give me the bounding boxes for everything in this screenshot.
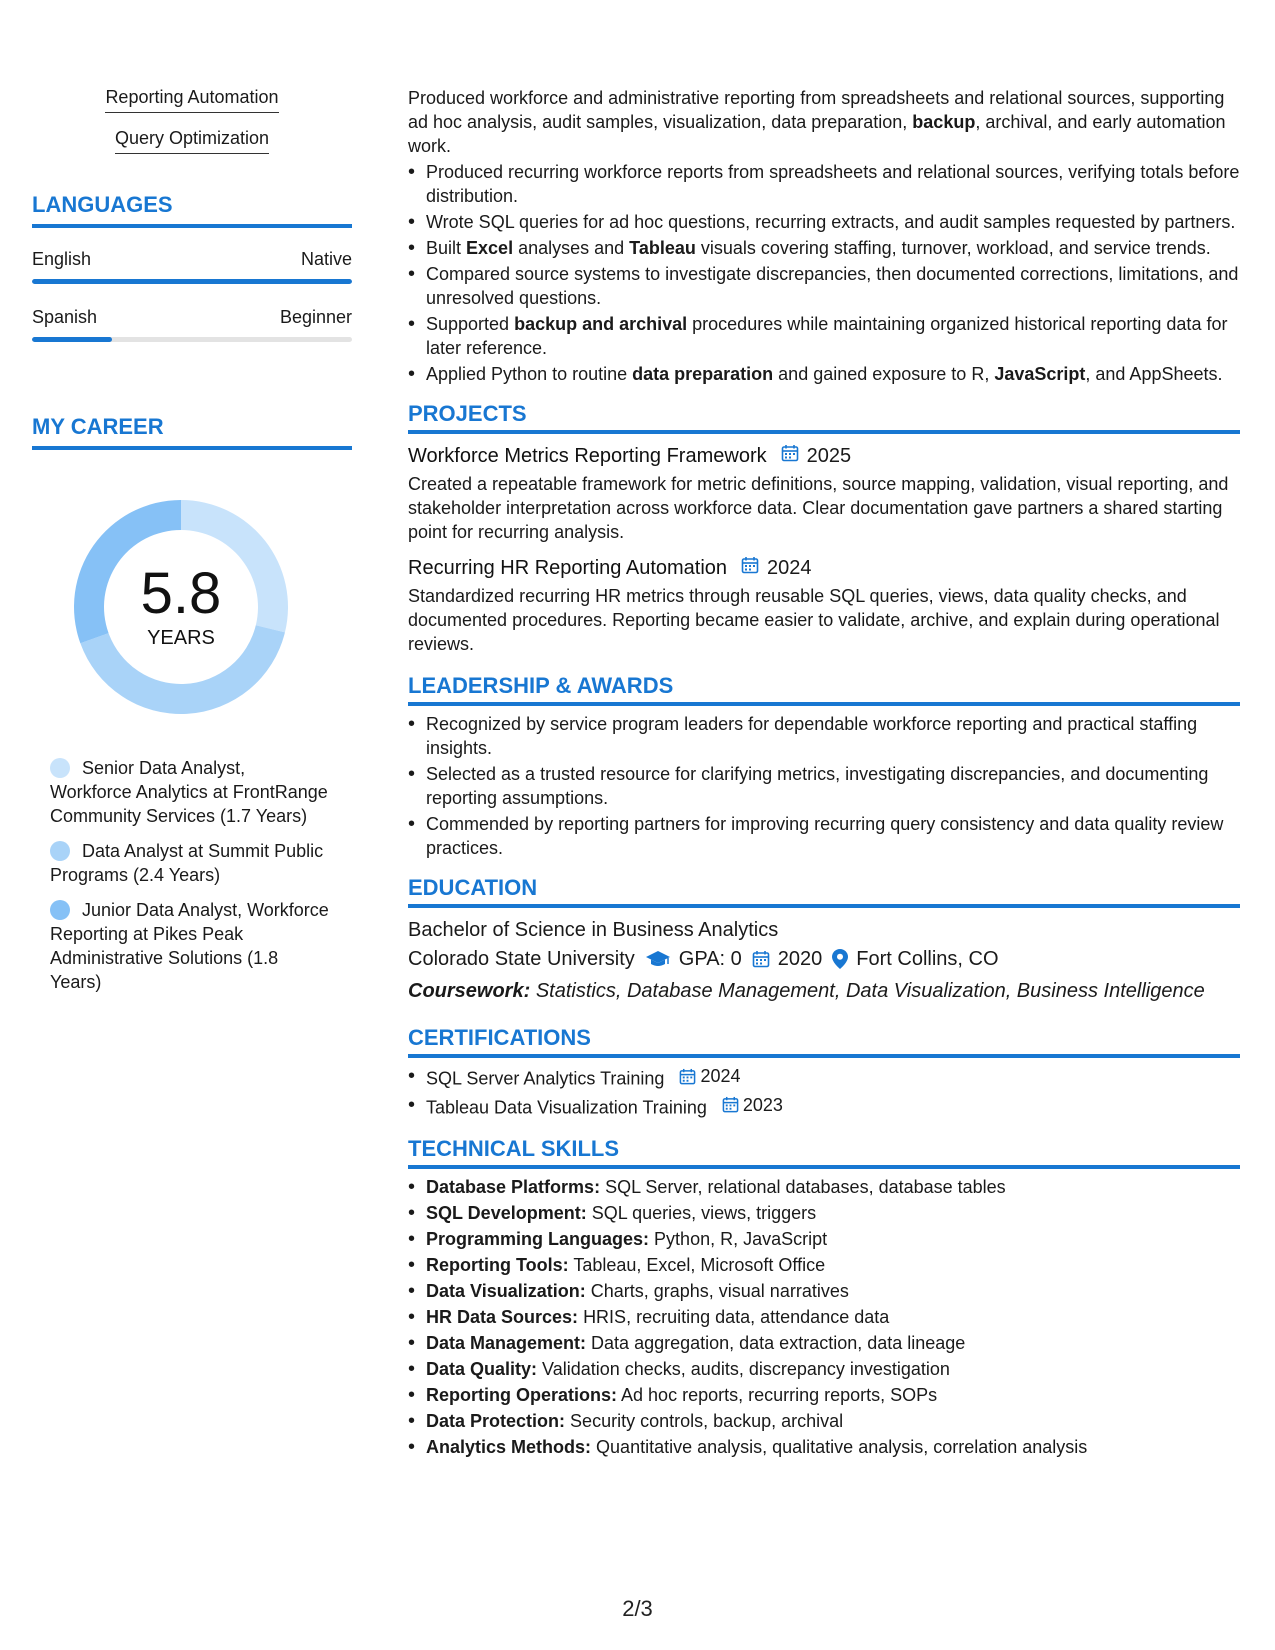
skill-item — [408, 1357, 1240, 1381]
certification-name: Tableau Data Visualization Training — [426, 1097, 707, 1117]
leadership-heading: LEADERSHIP & AWARDS — [408, 672, 1240, 706]
skill-values: SQL queries, views, triggers — [591, 1203, 817, 1223]
skill-category: Analytics Methods: — [426, 1437, 592, 1457]
skill-values: Charts, graphs, visual narratives — [590, 1281, 849, 1301]
skill-item — [408, 1383, 1240, 1407]
leadership-bullet: • Commended by reporting partners for improving recurring query consistency and data quality review practices. — [408, 812, 1240, 860]
leadership-bullet: • Recognized by service program leaders for dependable workforce reporting and practical staffing insights. — [408, 712, 1240, 760]
skill-category: Programming Languages: — [426, 1229, 650, 1249]
project-year: 2024 — [767, 557, 812, 579]
experience-summary: Produced workforce and administrative reporting from spreadsheets and relational sources, supporting ad hoc analysis, audit samples, visualization, data preparation, backup, archival, and early automation work. — [408, 88, 1226, 156]
career-legend-item — [50, 756, 330, 828]
language-item — [32, 248, 352, 284]
skill-tag-label: Reporting Automation — [105, 86, 278, 113]
legend-dot — [50, 841, 70, 861]
career-total-years: 5.8 — [140, 561, 222, 626]
career-legend-label: Data Analyst at Summit Public Programs (2.4 Years) — [50, 841, 324, 885]
experience-bullet: • Compared source systems to investigate discrepancies, then documented corrections, limitations, and unresolved questions. — [408, 262, 1240, 310]
certification-year: 2023 — [742, 1094, 783, 1115]
language-proficiency-fill — [32, 279, 352, 284]
technical-skills-list — [408, 1175, 1240, 1459]
skill-tag — [32, 86, 352, 113]
skill-category: Reporting Operations: — [426, 1385, 618, 1405]
certification-item — [408, 1093, 1240, 1120]
skill-category: HR Data Sources: — [426, 1307, 579, 1327]
skill-values: Ad hoc reports, recurring reports, SOPs — [621, 1385, 938, 1405]
skill-item — [408, 1305, 1240, 1329]
certifications-list — [408, 1064, 1240, 1119]
map-pin-icon — [832, 949, 848, 969]
project-entry — [408, 442, 1240, 544]
experience-bullet: • Built Excel analyses and Tableau visuals covering staffing, turnover, workload, and service trends. — [408, 236, 1240, 260]
page-number: 2/3 — [622, 1596, 653, 1621]
certification-name: SQL Server Analytics Training — [426, 1068, 665, 1089]
skill-item — [408, 1409, 1240, 1433]
education-coursework — [408, 976, 1240, 1006]
calendar-icon — [722, 1096, 743, 1113]
skill-item — [408, 1253, 1240, 1277]
career-heading: MY CAREER — [32, 412, 352, 450]
skill-item — [408, 1227, 1240, 1251]
language-level: Beginner — [279, 307, 352, 327]
left-column — [32, 86, 352, 1005]
project-name: Recurring HR Reporting Automation — [408, 557, 728, 579]
technical-skills-heading: TECHNICAL SKILLS — [408, 1135, 1240, 1169]
skill-values: Tableau, Excel, Microsoft Office — [573, 1255, 826, 1275]
certification-year: 2024 — [700, 1066, 741, 1086]
skill-values: HRIS, recruiting data, attendance data — [583, 1307, 890, 1327]
skill-category: Data Quality: — [426, 1359, 538, 1379]
legend-dot — [50, 758, 70, 778]
career-donut-chart — [66, 492, 296, 722]
leadership-bullets — [408, 712, 1240, 860]
skill-category: Database Platforms: — [426, 1177, 601, 1197]
skill-values: Data aggregation, data extraction, data lineage — [591, 1333, 966, 1353]
experience-bullet: • Supported backup and archival procedures while maintaining organized historical reporting data for later reference. — [408, 312, 1240, 360]
calendar-icon — [752, 950, 770, 968]
leadership-bullet: • Selected as a trusted resource for clarifying metrics, investigating discrepancies, and documenting reporting assumptions. — [408, 762, 1240, 810]
language-proficiency-fill — [32, 337, 112, 342]
legend-dot — [50, 900, 70, 920]
skill-tag — [32, 127, 352, 154]
language-name: English — [32, 249, 92, 269]
certification-item — [408, 1064, 1240, 1091]
right-column — [408, 86, 1240, 1461]
career-legend-label: Senior Data Analyst, Workforce Analytics at FrontRange Community Services (1.7 Years) — [50, 758, 328, 826]
skill-category: Data Protection: — [426, 1411, 566, 1431]
calendar-icon — [679, 1068, 700, 1085]
career-legend-label: Junior Data Analyst, Workforce Reporting at Pikes Peak Administrative Solutions (1.8 Years) — [50, 900, 329, 992]
education-details — [408, 944, 1240, 974]
education-gpa: GPA: 0 — [678, 948, 742, 970]
skill-category: Reporting Tools: — [426, 1255, 569, 1275]
languages-heading: LANGUAGES — [32, 190, 352, 228]
project-description: Created a repeatable framework for metric definitions, source mapping, validation, visual reporting, and stakeholder interpretation across workforce data. Clear documentation gave partners a shared starting point for recurring analysis. — [408, 474, 1229, 542]
skill-item — [408, 1435, 1240, 1459]
calendar-icon — [741, 554, 759, 582]
skill-values: Validation checks, audits, discrepancy investigation — [542, 1359, 950, 1379]
career-legend-item — [50, 898, 330, 994]
education-year: 2020 — [777, 948, 823, 970]
coursework-list: Statistics, Database Management, Data Visualization, Business Intelligence — [535, 980, 1205, 1002]
skill-item — [408, 1331, 1240, 1355]
skill-values: SQL Server, relational databases, database tables — [605, 1177, 1006, 1197]
skill-category: Data Visualization: — [426, 1281, 586, 1301]
experience-bullet: • Produced recurring workforce reports from spreadsheets and relational sources, verifying totals before distribution. — [408, 160, 1240, 208]
skill-item — [408, 1279, 1240, 1303]
education-school: Colorado State University — [408, 948, 635, 970]
career-years-unit: YEARS — [147, 627, 215, 649]
project-year: 2025 — [806, 445, 852, 467]
skill-item — [408, 1175, 1240, 1199]
language-proficiency-bar — [32, 337, 352, 342]
language-name: Spanish — [32, 307, 98, 327]
language-proficiency-bar — [32, 279, 352, 284]
experience-bullets — [408, 160, 1240, 386]
education-degree: Bachelor of Science in Business Analytics — [408, 919, 779, 941]
career-legend — [50, 756, 330, 994]
language-item — [32, 306, 352, 342]
skill-category: SQL Development: — [426, 1203, 587, 1223]
certifications-heading: CERTIFICATIONS — [408, 1024, 1240, 1058]
project-description: Standardized recurring HR metrics through reusable SQL queries, views, data quality checks, and documented procedures. Reporting became easier to validate, archive, and explain during operational reviews. — [408, 586, 1220, 654]
skill-values: Security controls, backup, archival — [570, 1411, 844, 1431]
skill-item — [408, 1201, 1240, 1225]
education-heading: EDUCATION — [408, 874, 1240, 908]
project-name: Workforce Metrics Reporting Framework — [408, 445, 767, 467]
projects-heading: PROJECTS — [408, 400, 1240, 434]
coursework-label: Coursework: — [408, 980, 531, 1002]
calendar-icon — [781, 442, 799, 470]
education-location: Fort Collins, CO — [856, 948, 999, 970]
skill-values: Quantitative analysis, qualitative analysis, correlation analysis — [596, 1437, 1088, 1457]
graduation-cap-icon — [645, 949, 671, 969]
language-level: Native — [300, 249, 352, 269]
project-entry — [408, 554, 1240, 656]
career-legend-item — [50, 839, 330, 887]
skill-values: Python, R, JavaScript — [654, 1229, 828, 1249]
experience-bullet: • Applied Python to routine data preparation and gained exposure to R, JavaScript, and AppSheets. — [408, 362, 1240, 386]
skill-category: Data Management: — [426, 1333, 587, 1353]
skill-tag-label: Query Optimization — [115, 127, 269, 154]
experience-bullet: • Wrote SQL queries for ad hoc questions, recurring extracts, and audit samples requested by partners. — [408, 210, 1240, 234]
